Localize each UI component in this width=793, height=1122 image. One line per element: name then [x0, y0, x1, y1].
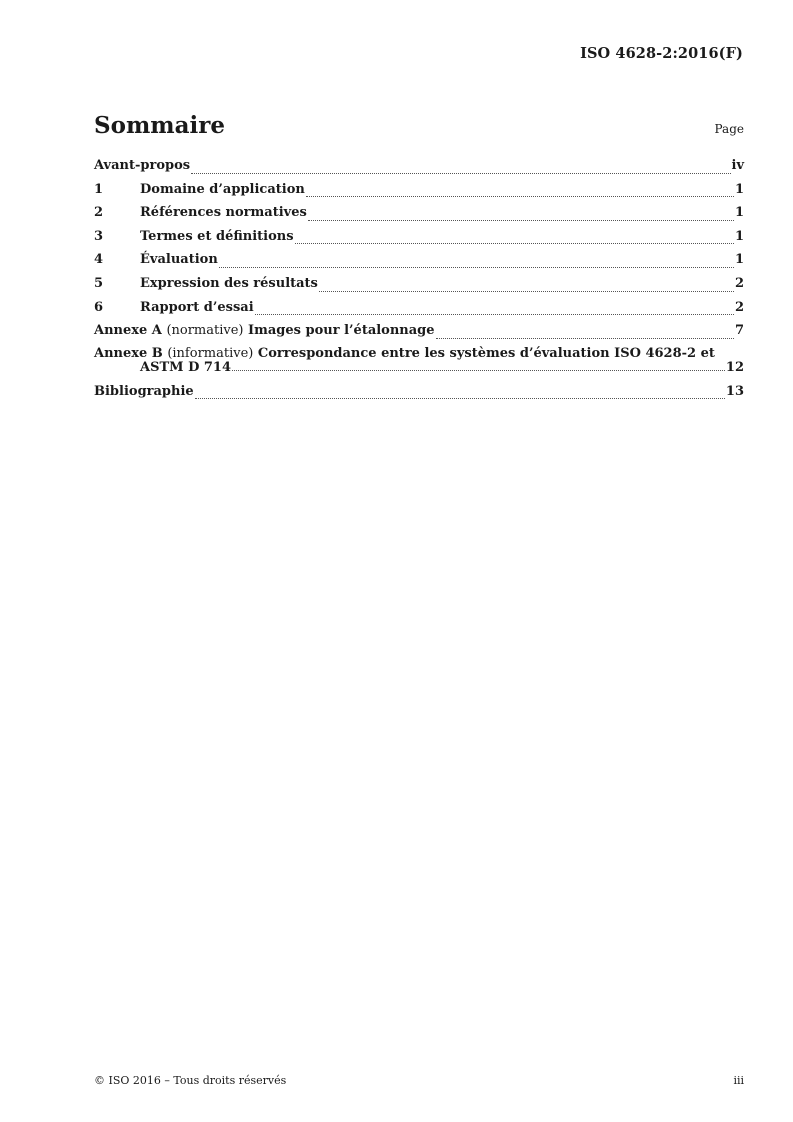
table-of-contents [94, 154, 744, 403]
toc-entry-label: Termes et définitions [140, 228, 294, 244]
toc-entry-number: 4 [94, 252, 104, 268]
toc-entry-annex-b[interactable] [94, 343, 744, 380]
toc-entry-section-5[interactable] [94, 272, 744, 296]
toc-entry-page: iv [731, 158, 744, 173]
page-footer [94, 1074, 744, 1087]
toc-entry-section-4[interactable] [94, 248, 744, 272]
annex-title-continuation: ASTM D 714 [140, 359, 231, 375]
toc-entry-label: Bibliographie [94, 383, 194, 399]
annex-qualifier: (normative) [166, 323, 244, 339]
toc-heading-row [94, 112, 744, 139]
toc-entry-label [94, 347, 715, 361]
toc-entry-foreword[interactable] [94, 154, 744, 178]
toc-entry-page: 1 [734, 205, 744, 221]
toc-entry-page: 2 [734, 275, 744, 291]
toc-leader-dots [306, 196, 734, 197]
toc-title: Sommaire [94, 112, 226, 139]
toc-leader-dots [308, 220, 734, 221]
toc-entry-number: 6 [94, 299, 104, 315]
annex-prefix: Annexe B [94, 345, 163, 361]
document-reference: ISO 4628-2:2016(F) [580, 45, 743, 62]
toc-leader-dots [219, 267, 734, 268]
toc-entry-annex-a[interactable] [94, 319, 744, 343]
toc-entry-page: 13 [725, 383, 744, 399]
toc-entry-line-1 [94, 347, 744, 361]
toc-leader-dots [191, 173, 730, 174]
toc-leader-dots [232, 370, 725, 371]
toc-leader-dots [195, 398, 725, 399]
toc-entry-page: 1 [734, 252, 744, 268]
toc-entry-section-3[interactable] [94, 225, 744, 249]
toc-entry-page: 12 [725, 359, 744, 375]
annex-qualifier: (informative) [167, 345, 254, 361]
toc-entry-page: 7 [734, 323, 744, 339]
toc-entry-label: Expression des résultats [140, 275, 318, 291]
toc-entry-number: 5 [94, 275, 104, 291]
toc-entry-number: 3 [94, 228, 104, 244]
toc-entry-number: 1 [94, 181, 104, 197]
toc-entry-page: 1 [734, 228, 744, 244]
toc-entry-label: Rapport d’essai [140, 299, 254, 315]
toc-entry-label: Domaine d’application [140, 181, 305, 197]
toc-leader-dots [255, 314, 734, 315]
toc-entry-label: Évaluation [140, 252, 218, 268]
toc-entry-section-6[interactable] [94, 296, 744, 320]
toc-leader-dots [436, 338, 734, 339]
toc-entry-section-1[interactable] [94, 178, 744, 202]
toc-entry-line-2 [94, 361, 744, 375]
toc-leader-dots [295, 243, 734, 244]
toc-entry-bibliography[interactable] [94, 380, 744, 404]
toc-entry-label: Avant-propos [94, 158, 191, 173]
annex-title: Correspondance entre les systèmes d’évaluation ISO 4628-2 et [257, 345, 715, 361]
toc-entry-label [94, 319, 435, 343]
annex-prefix: Annexe A [94, 323, 162, 339]
toc-entry-section-2[interactable] [94, 201, 744, 225]
toc-page-column-label: Page [714, 122, 744, 136]
page-number: iii [733, 1074, 744, 1087]
toc-entry-page: 2 [734, 299, 744, 315]
toc-entry-page: 1 [734, 181, 744, 197]
toc-entry-label: Références normatives [140, 205, 307, 221]
toc-entry-number: 2 [94, 205, 104, 221]
copyright-notice: © ISO 2016 – Tous droits réservés [94, 1074, 287, 1087]
toc-leader-dots [319, 291, 734, 292]
annex-title: Images pour l’étalonnage [248, 323, 435, 339]
